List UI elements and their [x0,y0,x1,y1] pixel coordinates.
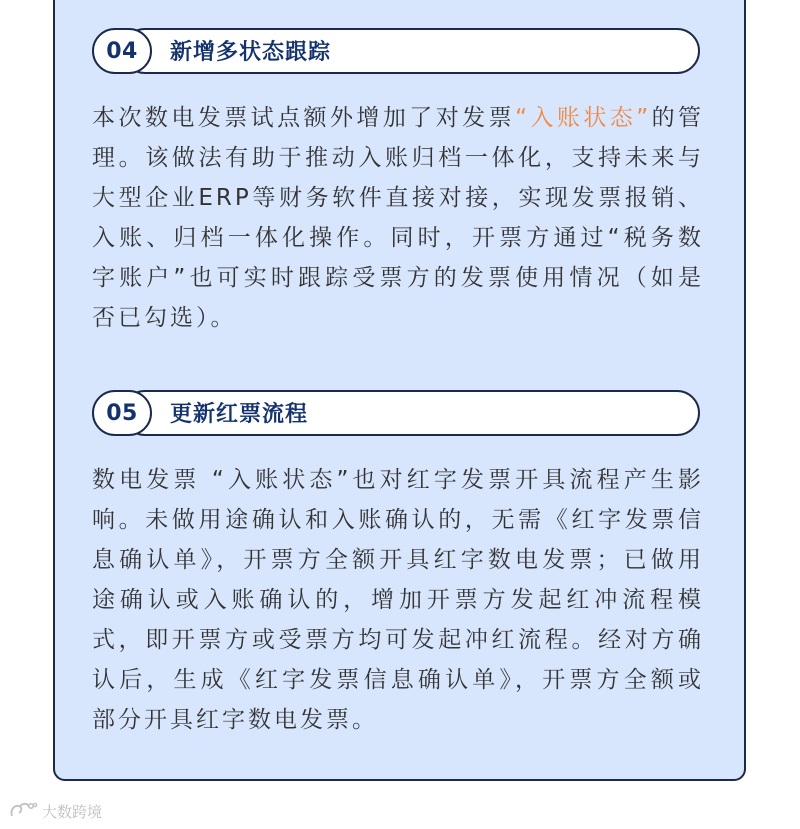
section-05-header [92,390,700,436]
section-04-title-bar [122,28,700,74]
section-04-title: 新增多状态跟踪 [170,40,332,65]
watermark [8,801,102,821]
section-05-body: 数电发票 “入账状态”也对红字发票开具流程产生影响。未做用途确认和入账确认的，无需《红字发票信息确认单》，开票方全额开具红字数电发票；已做用途确认或入账确认的，增加开票方发起红冲流程模式，即开票方或受票方均可发起冲红流程。经对方确认后，生成《红字发票信息确认单》，开票方全额或部分开具红字数电发票。 [92,467,704,733]
logo-icon [8,802,38,820]
section-04-number-badge: 04 [92,28,152,74]
section-04-body [92,98,704,338]
section-04-highlight: “入账状态” [515,105,652,131]
section-04-body-start: 本次数电发票试点额外增加了对发票 [92,105,516,131]
section-05-title-bar [122,390,700,436]
section-04-header [92,28,700,74]
section-04-body-end: 的管理。该做法有助于推动入账归档一体化，支持未来与大型企业ERP等财务软件直接对接，实现发票报销、入账、归档一体化操作。同时，开票方通过“税务数字账户”也可实时跟踪受票方的发票使用情况（如是否已勾选）。 [92,105,705,331]
watermark-text: 大数跨境 [42,802,103,821]
section-05-number-badge: 05 [92,390,152,436]
section-05-title: 更新红票流程 [170,402,309,427]
